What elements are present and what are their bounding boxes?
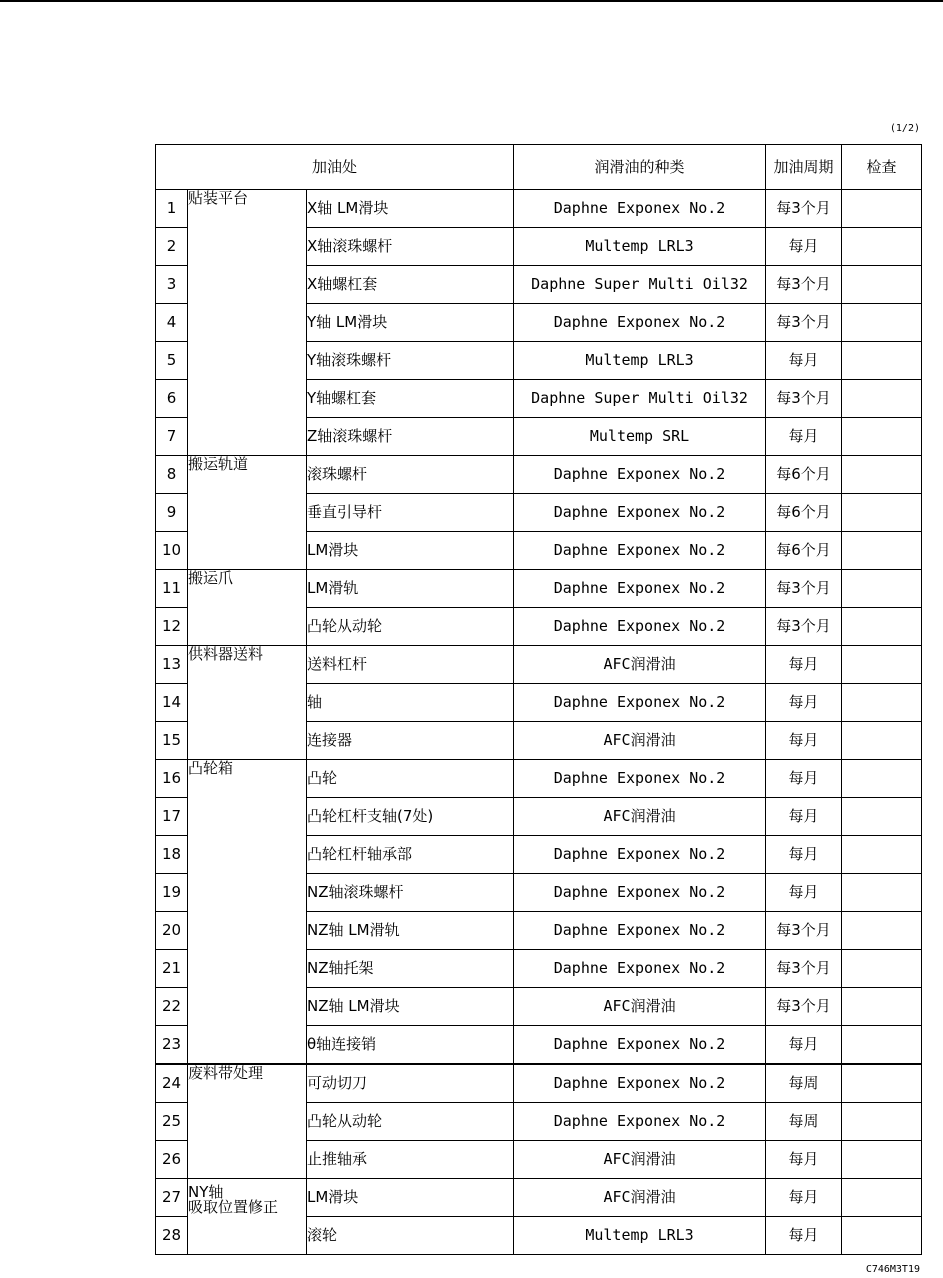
table-row xyxy=(156,190,922,228)
top-rule xyxy=(0,0,943,2)
part-name: LM滑块 xyxy=(307,1179,514,1217)
lubrication-period: 每3个月 xyxy=(766,570,842,608)
lubricant-type: Daphne Exponex No.2 xyxy=(514,608,766,646)
row-number: 8 xyxy=(156,456,188,494)
check-cell[interactable] xyxy=(842,380,922,418)
part-name: NZ轴托架 xyxy=(307,950,514,988)
check-cell[interactable] xyxy=(842,456,922,494)
row-number: 27 xyxy=(156,1179,188,1217)
row-number: 4 xyxy=(156,304,188,342)
row-number: 28 xyxy=(156,1217,188,1255)
table-body xyxy=(156,190,922,1255)
row-number: 1 xyxy=(156,190,188,228)
check-cell[interactable] xyxy=(842,266,922,304)
row-number: 21 xyxy=(156,950,188,988)
row-number: 23 xyxy=(156,1026,188,1065)
lubrication-period: 每3个月 xyxy=(766,950,842,988)
group-name: 贴装平台 xyxy=(188,190,307,456)
lubricant-type: Daphne Exponex No.2 xyxy=(514,684,766,722)
lubricant-type: Multemp LRL3 xyxy=(514,1217,766,1255)
table-row xyxy=(156,456,922,494)
row-number: 20 xyxy=(156,912,188,950)
check-cell[interactable] xyxy=(842,912,922,950)
lubricant-type: Multemp LRL3 xyxy=(514,342,766,380)
row-number: 24 xyxy=(156,1064,188,1103)
lubricant-type: Daphne Exponex No.2 xyxy=(514,836,766,874)
check-cell[interactable] xyxy=(842,988,922,1026)
lubrication-period: 每6个月 xyxy=(766,494,842,532)
part-name: 垂直引导杆 xyxy=(307,494,514,532)
header-lubricant: 润滑油的种类 xyxy=(514,145,766,190)
part-name: θ轴连接销 xyxy=(307,1026,514,1065)
group-name: 凸轮箱 xyxy=(188,760,307,1065)
part-name: NZ轴滚珠螺杆 xyxy=(307,874,514,912)
lubricant-type: Daphne Exponex No.2 xyxy=(514,456,766,494)
lubrication-period: 每3个月 xyxy=(766,608,842,646)
lubrication-period: 每月 xyxy=(766,722,842,760)
lubricant-type: Daphne Exponex No.2 xyxy=(514,760,766,798)
row-number: 18 xyxy=(156,836,188,874)
lubrication-period: 每6个月 xyxy=(766,532,842,570)
check-cell[interactable] xyxy=(842,798,922,836)
check-cell[interactable] xyxy=(842,532,922,570)
lubrication-table xyxy=(155,144,922,1255)
lubrication-period: 每月 xyxy=(766,760,842,798)
row-number: 10 xyxy=(156,532,188,570)
table-row xyxy=(156,1179,922,1217)
row-number: 22 xyxy=(156,988,188,1026)
part-name: NZ轴 LM滑块 xyxy=(307,988,514,1026)
lubricant-type: AFC润滑油 xyxy=(514,988,766,1026)
header-check: 检查 xyxy=(842,145,922,190)
table-row xyxy=(156,760,922,798)
check-cell[interactable] xyxy=(842,722,922,760)
part-name: 凸轮杠杆轴承部 xyxy=(307,836,514,874)
lubrication-period: 每3个月 xyxy=(766,988,842,1026)
row-number: 16 xyxy=(156,760,188,798)
part-name: 凸轮杠杆支轴(7处) xyxy=(307,798,514,836)
part-name: LM滑块 xyxy=(307,532,514,570)
group-name: 搬运轨道 xyxy=(188,456,307,570)
part-name: Y轴螺杠套 xyxy=(307,380,514,418)
lubrication-period: 每月 xyxy=(766,1179,842,1217)
check-cell[interactable] xyxy=(842,1103,922,1141)
lubrication-period: 每3个月 xyxy=(766,912,842,950)
part-name: 送料杠杆 xyxy=(307,646,514,684)
lubrication-period: 每6个月 xyxy=(766,456,842,494)
check-cell[interactable] xyxy=(842,608,922,646)
lubricant-type: Daphne Exponex No.2 xyxy=(514,950,766,988)
lubricant-type: Daphne Exponex No.2 xyxy=(514,494,766,532)
row-number: 14 xyxy=(156,684,188,722)
document-code: C746M3T19 xyxy=(865,1264,920,1275)
table-row xyxy=(156,646,922,684)
check-cell[interactable] xyxy=(842,190,922,228)
lubrication-period: 每3个月 xyxy=(766,380,842,418)
row-number: 17 xyxy=(156,798,188,836)
table-row xyxy=(156,570,922,608)
check-cell[interactable] xyxy=(842,1064,922,1103)
part-name: Z轴滚珠螺杆 xyxy=(307,418,514,456)
check-cell[interactable] xyxy=(842,342,922,380)
check-cell[interactable] xyxy=(842,874,922,912)
row-number: 5 xyxy=(156,342,188,380)
row-number: 15 xyxy=(156,722,188,760)
lubrication-period: 每月 xyxy=(766,418,842,456)
row-number: 19 xyxy=(156,874,188,912)
lubricant-type: Daphne Exponex No.2 xyxy=(514,304,766,342)
page-indicator: (1/2) xyxy=(889,123,920,134)
check-cell[interactable] xyxy=(842,570,922,608)
group-name: 供料器送料 xyxy=(188,646,307,760)
header-period: 加油周期 xyxy=(766,145,842,190)
check-cell[interactable] xyxy=(842,646,922,684)
lubrication-period: 每月 xyxy=(766,646,842,684)
lubricant-type: Daphne Exponex No.2 xyxy=(514,1026,766,1065)
row-number: 12 xyxy=(156,608,188,646)
part-name: 止推轴承 xyxy=(307,1141,514,1179)
lubrication-period: 每3个月 xyxy=(766,304,842,342)
check-cell[interactable] xyxy=(842,494,922,532)
row-number: 25 xyxy=(156,1103,188,1141)
part-name: LM滑轨 xyxy=(307,570,514,608)
part-name: 可动切刀 xyxy=(307,1064,514,1103)
lubrication-period: 每3个月 xyxy=(766,190,842,228)
lubricant-type: AFC润滑油 xyxy=(514,722,766,760)
lubrication-period: 每月 xyxy=(766,342,842,380)
lubrication-period: 每月 xyxy=(766,798,842,836)
part-name: Y轴 LM滑块 xyxy=(307,304,514,342)
check-cell[interactable] xyxy=(842,1141,922,1179)
lubricant-type: Daphne Exponex No.2 xyxy=(514,912,766,950)
part-name: 凸轮从动轮 xyxy=(307,608,514,646)
check-cell[interactable] xyxy=(842,1179,922,1217)
lubrication-period: 每月 xyxy=(766,836,842,874)
part-name: 滚珠螺杆 xyxy=(307,456,514,494)
lubricant-type: Daphne Super Multi Oil32 xyxy=(514,266,766,304)
header-row xyxy=(156,145,922,190)
lubrication-period: 每月 xyxy=(766,684,842,722)
lubrication-period: 每周 xyxy=(766,1064,842,1103)
lubricant-type: Multemp LRL3 xyxy=(514,228,766,266)
lubricant-type: Daphne Exponex No.2 xyxy=(514,874,766,912)
check-cell[interactable] xyxy=(842,760,922,798)
check-cell[interactable] xyxy=(842,1217,922,1255)
lubricant-type: Daphne Exponex No.2 xyxy=(514,532,766,570)
check-cell[interactable] xyxy=(842,228,922,266)
part-name: Y轴滚珠螺杆 xyxy=(307,342,514,380)
lubricant-type: Daphne Exponex No.2 xyxy=(514,190,766,228)
row-number: 7 xyxy=(156,418,188,456)
part-name: NZ轴 LM滑轨 xyxy=(307,912,514,950)
table-row xyxy=(156,1064,922,1103)
lubricant-type: AFC润滑油 xyxy=(514,1141,766,1179)
header-location: 加油处 xyxy=(156,145,514,190)
check-cell[interactable] xyxy=(842,836,922,874)
row-number: 9 xyxy=(156,494,188,532)
check-cell[interactable] xyxy=(842,950,922,988)
lubricant-type: Daphne Exponex No.2 xyxy=(514,1103,766,1141)
row-number: 3 xyxy=(156,266,188,304)
row-number: 6 xyxy=(156,380,188,418)
row-number: 2 xyxy=(156,228,188,266)
lubricant-type: AFC润滑油 xyxy=(514,646,766,684)
row-number: 11 xyxy=(156,570,188,608)
part-name: 轴 xyxy=(307,684,514,722)
check-cell[interactable] xyxy=(842,1026,922,1065)
lubrication-period: 每月 xyxy=(766,1026,842,1065)
lubricant-type: Multemp SRL xyxy=(514,418,766,456)
part-name: 凸轮 xyxy=(307,760,514,798)
check-cell[interactable] xyxy=(842,684,922,722)
group-name: NY轴 吸取位置修正 xyxy=(188,1179,307,1255)
group-name: 搬运爪 xyxy=(188,570,307,646)
lubrication-period: 每月 xyxy=(766,1217,842,1255)
check-cell[interactable] xyxy=(842,304,922,342)
part-name: 滚轮 xyxy=(307,1217,514,1255)
row-number: 13 xyxy=(156,646,188,684)
lubricant-type: AFC润滑油 xyxy=(514,1179,766,1217)
lubricant-type: Daphne Exponex No.2 xyxy=(514,570,766,608)
lubricant-type: Daphne Super Multi Oil32 xyxy=(514,380,766,418)
group-name: 废料带处理 xyxy=(188,1064,307,1179)
part-name: 连接器 xyxy=(307,722,514,760)
part-name: X轴螺杠套 xyxy=(307,266,514,304)
lubricant-type: AFC润滑油 xyxy=(514,798,766,836)
lubrication-period: 每月 xyxy=(766,228,842,266)
lubrication-period: 每月 xyxy=(766,874,842,912)
lubrication-period: 每3个月 xyxy=(766,266,842,304)
part-name: X轴滚珠螺杆 xyxy=(307,228,514,266)
lubricant-type: Daphne Exponex No.2 xyxy=(514,1064,766,1103)
part-name: 凸轮从动轮 xyxy=(307,1103,514,1141)
check-cell[interactable] xyxy=(842,418,922,456)
lubrication-period: 每月 xyxy=(766,1141,842,1179)
part-name: X轴 LM滑块 xyxy=(307,190,514,228)
lubrication-period: 每周 xyxy=(766,1103,842,1141)
row-number: 26 xyxy=(156,1141,188,1179)
